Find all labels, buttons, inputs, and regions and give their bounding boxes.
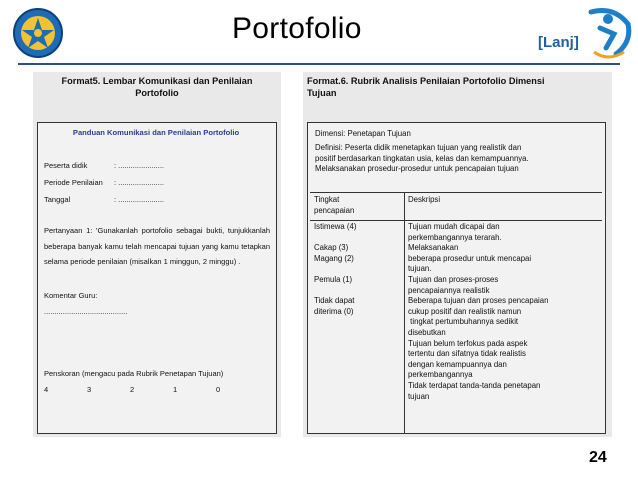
description-line: Beberapa tujuan dan proses pencapaian <box>408 296 549 306</box>
description-line: Melaksanakan <box>408 243 459 253</box>
comment-label: Komentar Guru: <box>44 291 98 300</box>
format6-title <box>307 76 607 99</box>
field-peserta-didik <box>44 161 164 170</box>
form-subtitle: Panduan Komunikasi dan Penilaian Portofolio <box>72 128 240 137</box>
description-line: pencapaiannya realistik <box>408 285 490 295</box>
description-line: dengan kemampuannya dan <box>408 359 507 369</box>
rubric-box <box>307 122 606 434</box>
table-column-divider <box>404 193 405 433</box>
format5-panel <box>33 72 281 437</box>
format6-panel <box>303 72 612 437</box>
definition-line: Definisi: Peserta didik menetapkan tujuan yang realistik dan <box>315 143 522 152</box>
field-value: : ...................... <box>114 161 165 170</box>
level-spacer <box>314 286 402 297</box>
level-spacer <box>314 233 402 244</box>
format5-title-line1: Format5. Lembar Komunikasi dan Penilaian <box>61 76 253 86</box>
level-spacer <box>314 264 402 275</box>
comment-dots: ........................................ <box>44 307 128 316</box>
description-line: perkembangannya <box>408 370 473 380</box>
levels-column <box>314 222 402 317</box>
score-3: 3 <box>87 385 92 394</box>
field-label: Periode Penilaian <box>44 178 103 187</box>
header-divider <box>18 63 620 65</box>
score-1: 1 <box>173 385 178 394</box>
description-line: beberapa prosedur untuk mencapai <box>408 253 532 263</box>
description-line: Tidak terdapat tanda-tanda penetapan <box>408 380 541 390</box>
level-cell: Istimewa (4) <box>314 222 357 231</box>
header-tingkat-pencapaian <box>314 195 354 216</box>
rubric-table <box>310 192 602 432</box>
score-4: 4 <box>44 385 49 394</box>
format6-title-line1: Format.6. Rubrik Analisis Penilaian Portofolio Dimensi <box>307 76 545 86</box>
description-line: disebutkan <box>408 327 446 337</box>
description-line: Tujuan dan proses-proses <box>408 274 499 284</box>
description-line: cukup positif dan realistik namun <box>408 306 522 316</box>
format6-title-line2: Tujuan <box>307 87 337 98</box>
header-text: Tingkat <box>314 195 340 204</box>
score-2: 2 <box>130 385 135 394</box>
logo-text: [Lanj] <box>538 34 579 51</box>
level-cell: Tidak dapat <box>314 296 355 306</box>
field-label: Tanggal <box>44 195 71 204</box>
field-label: Peserta didik <box>44 161 88 170</box>
field-periode-penilaian <box>44 178 164 187</box>
field-value: : ...................... <box>114 178 165 187</box>
field-value: : ...................... <box>114 195 165 204</box>
description-line: tujuan. <box>408 264 432 274</box>
ministry-emblem-logo <box>12 6 64 60</box>
scoring-label: Penskoran (mengacu pada Rubrik Penetapan Tujuan) <box>44 369 224 378</box>
question-text: Pertanyaan 1: 'Gunakanlah portofolio sebagai bukti, tunjukkanlah beberapa banyak kamu telah mencapai tujuan yang kamu tetapkan selama periode penilaian (misalkan 1 minggun, 2 minggu) . <box>44 226 270 266</box>
description-line: tingkat pertumbuhannya sedikit <box>408 317 519 327</box>
description-line: tujuan <box>408 391 430 401</box>
format5-title-line2: Portofolio <box>135 87 179 98</box>
definition-line: positif berdasarkan tingkatan usia, kelas dan kemampuannya. <box>315 153 529 163</box>
format5-title <box>33 76 281 99</box>
level-cell: Pemula (1) <box>314 274 353 284</box>
page-number: 24 <box>589 449 607 466</box>
description-line: tertentu dan sifatnya tidak realistis <box>408 349 526 359</box>
descriptions-column <box>408 222 600 402</box>
definition-text <box>315 143 601 175</box>
level-cell: Magang (2) <box>314 253 354 263</box>
score-0: 0 <box>216 385 221 394</box>
header-deskripsi: Deskripsi <box>408 195 441 204</box>
level-cell: Cakap (3) <box>314 243 349 253</box>
communication-form-box <box>37 122 277 434</box>
header-text: pencapaian <box>314 205 355 215</box>
dimension-label: Dimensi: Penetapan Tujuan <box>315 129 411 138</box>
slide-title: Portofolio <box>232 12 362 45</box>
description-line: Tujuan mudah dicapai dan <box>408 222 500 231</box>
level-cell: diterima (0) <box>314 306 354 316</box>
score-options <box>44 385 259 394</box>
lanjutan-logo <box>536 4 634 66</box>
field-tanggal <box>44 195 164 204</box>
definition-line: Melaksanakan prosedur-prosedur untuk pencapaian tujuan <box>315 164 519 174</box>
description-line: perkembangannya terarah. <box>408 232 502 242</box>
description-line: Tujuan belum terfokus pada aspek <box>408 338 528 348</box>
